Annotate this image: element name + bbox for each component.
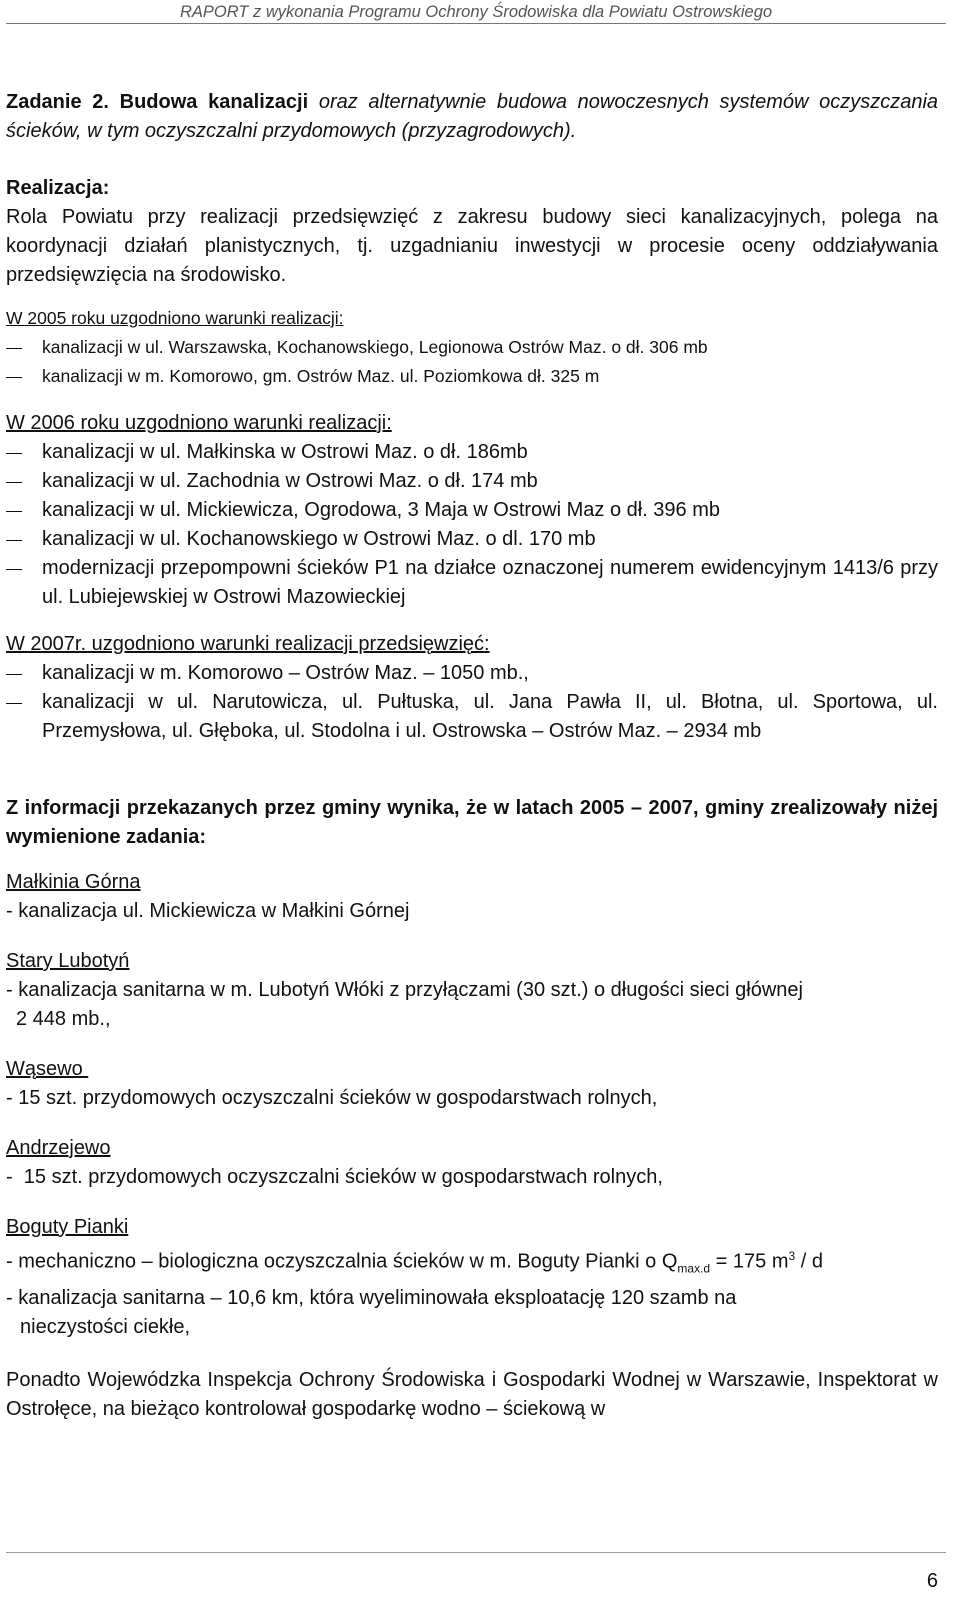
list-item: kanalizacji w m. Komorowo, gm. Ostrów Maz. ul. Poziomkowa dł. 325 m (6, 362, 938, 391)
list-item: kanalizacji w ul. Mickiewicza, Ogrodowa, 3 Maja w Ostrowi Maz o dł. 396 mb (6, 496, 938, 525)
gmina-line: - kanalizacja sanitarna – 10,6 km, która wyeliminowała eksploatację 120 szamb na (6, 1286, 737, 1309)
section-2006 (6, 409, 938, 612)
gmina-line: - 15 szt. przydomowych oczyszczalni ścieków w gospodarstwach rolnych, (6, 1087, 658, 1109)
gmina-line: nieczystości ciekłe, (20, 1315, 191, 1338)
list-item: kanalizacji w ul. Zachodnia w Ostrowi Maz. o dł. 174 mb (6, 467, 938, 496)
running-header: RAPORT z wykonania Programu Ochrony Środowiska dla Powiatu Ostrowskiego (6, 3, 946, 24)
list-2006 (6, 438, 938, 612)
gmina-line: - kanalizacja ul. Mickiewicza w Małkini Górnej (6, 900, 410, 922)
boguty-line1-pre: - mechaniczno – biologiczna oczyszczalnia ścieków w m. Boguty Pianki o Q (6, 1250, 678, 1273)
boguty-line1-mid: = 175 m (710, 1250, 789, 1273)
gmina-name: Boguty Pianki (6, 1216, 129, 1238)
gmina-wasewo (6, 1055, 938, 1113)
gmina-name: Małkinia Górna (6, 871, 141, 893)
list-item: kanalizacji w ul. Narutowicza, ul. Pułtuska, ul. Jana Pawła II, ul. Błotna, ul. Sportowa, ul. Przemysłowa, ul. Głęboka, ul. Stodolna i ul. Ostrowska – Ostrów Maz. – 2934 mb (6, 688, 938, 746)
task-label: Zadanie 2. (6, 91, 109, 113)
list-2005 (6, 333, 938, 391)
heading-2005: W 2005 roku uzgodniono warunki realizacji: (6, 308, 344, 328)
gmina-malkinia (6, 868, 938, 926)
footer-rule (6, 1552, 946, 1553)
heading-2006: W 2006 roku uzgodniono warunki realizacji: (6, 412, 392, 434)
boguty-line1-post: / d (795, 1250, 823, 1273)
list-item: kanalizacji w ul. Warszawska, Kochanowskiego, Legionowa Ostrów Maz. o dł. 306 mb (6, 333, 938, 362)
task-title-bold: Budowa kanalizacji (119, 91, 309, 113)
closing-paragraph: Ponadto Wojewódzka Inspekcja Ochrony Środowiska i Gospodarki Wodnej w Warszawie, Inspektorat w Ostrołęce, na bieżąco kontrolował gospodarkę wodno – ściekową w (6, 1368, 938, 1420)
realizacja-paragraph: Rola Powiatu przy realizacji przedsięwzięć z zakresu budowy sieci kanalizacyjnych, polega na koordynacji działań planistycznych, tj. uzgadnianiu inwestycji w procesie oceny oddziaływania przedsięwzięcia na środowisko. (6, 206, 938, 286)
section-2007 (6, 630, 938, 746)
gmina-andrzejewo (6, 1134, 938, 1192)
page-body (6, 88, 938, 1424)
list-item: kanalizacji w ul. Małkinska w Ostrowi Maz. o dł. 186mb (6, 438, 938, 467)
summary-paragraph: Z informacji przekazanych przez gminy wynika, że w latach 2005 – 2007, gminy zrealizowały niżej wymienione zadania: (6, 797, 938, 848)
gmina-name: Stary Lubotyń (6, 950, 130, 972)
page-number: 6 (926, 1570, 938, 1592)
heading-2007: W 2007r. uzgodniono warunki realizacji przedsięwzięć: (6, 633, 490, 655)
gmina-name: Andrzejewo (6, 1137, 111, 1159)
gmina-line: - kanalizacja sanitarna w m. Lubotyń Włóki z przyłączami (30 szt.) o długości sieci głównej (6, 979, 803, 1001)
section-2005 (6, 304, 938, 391)
boguty-sup: 3 (788, 1249, 796, 1263)
gmina-name: Wąsewo (6, 1058, 89, 1080)
gmina-line (6, 1242, 938, 1284)
task-title-italic: oraz alternatywnie budowa nowoczesnych systemów oczyszczania ścieków, w tym oczyszczalni przydomowych (przyzagrodowych). (6, 91, 939, 142)
list-item: kanalizacji w m. Komorowo – Ostrów Maz. – 1050 mb., (6, 659, 938, 688)
list-2007 (6, 659, 938, 746)
boguty-sub: max.d (677, 1261, 711, 1276)
task-title (6, 88, 938, 146)
gmina-stary-lubotyn (6, 947, 938, 1034)
list-item: kanalizacji w ul. Kochanowskiego w Ostrowi Maz. o dl. 170 mb (6, 525, 938, 554)
gmina-boguty-pianki (6, 1213, 938, 1342)
list-item: modernizacji przepompowni ścieków P1 na działce oznaczonej numerem ewidencyjnym 1413/6 przy ul. Lubiejewskiej w Ostrowi Mazowieckiej (6, 554, 938, 612)
gmina-line: 2 448 mb., (16, 1008, 111, 1030)
gmina-line: - 15 szt. przydomowych oczyszczalni ścieków w gospodarstwach rolnych, (6, 1166, 663, 1188)
realizacja-heading: Realizacja: (6, 177, 110, 199)
